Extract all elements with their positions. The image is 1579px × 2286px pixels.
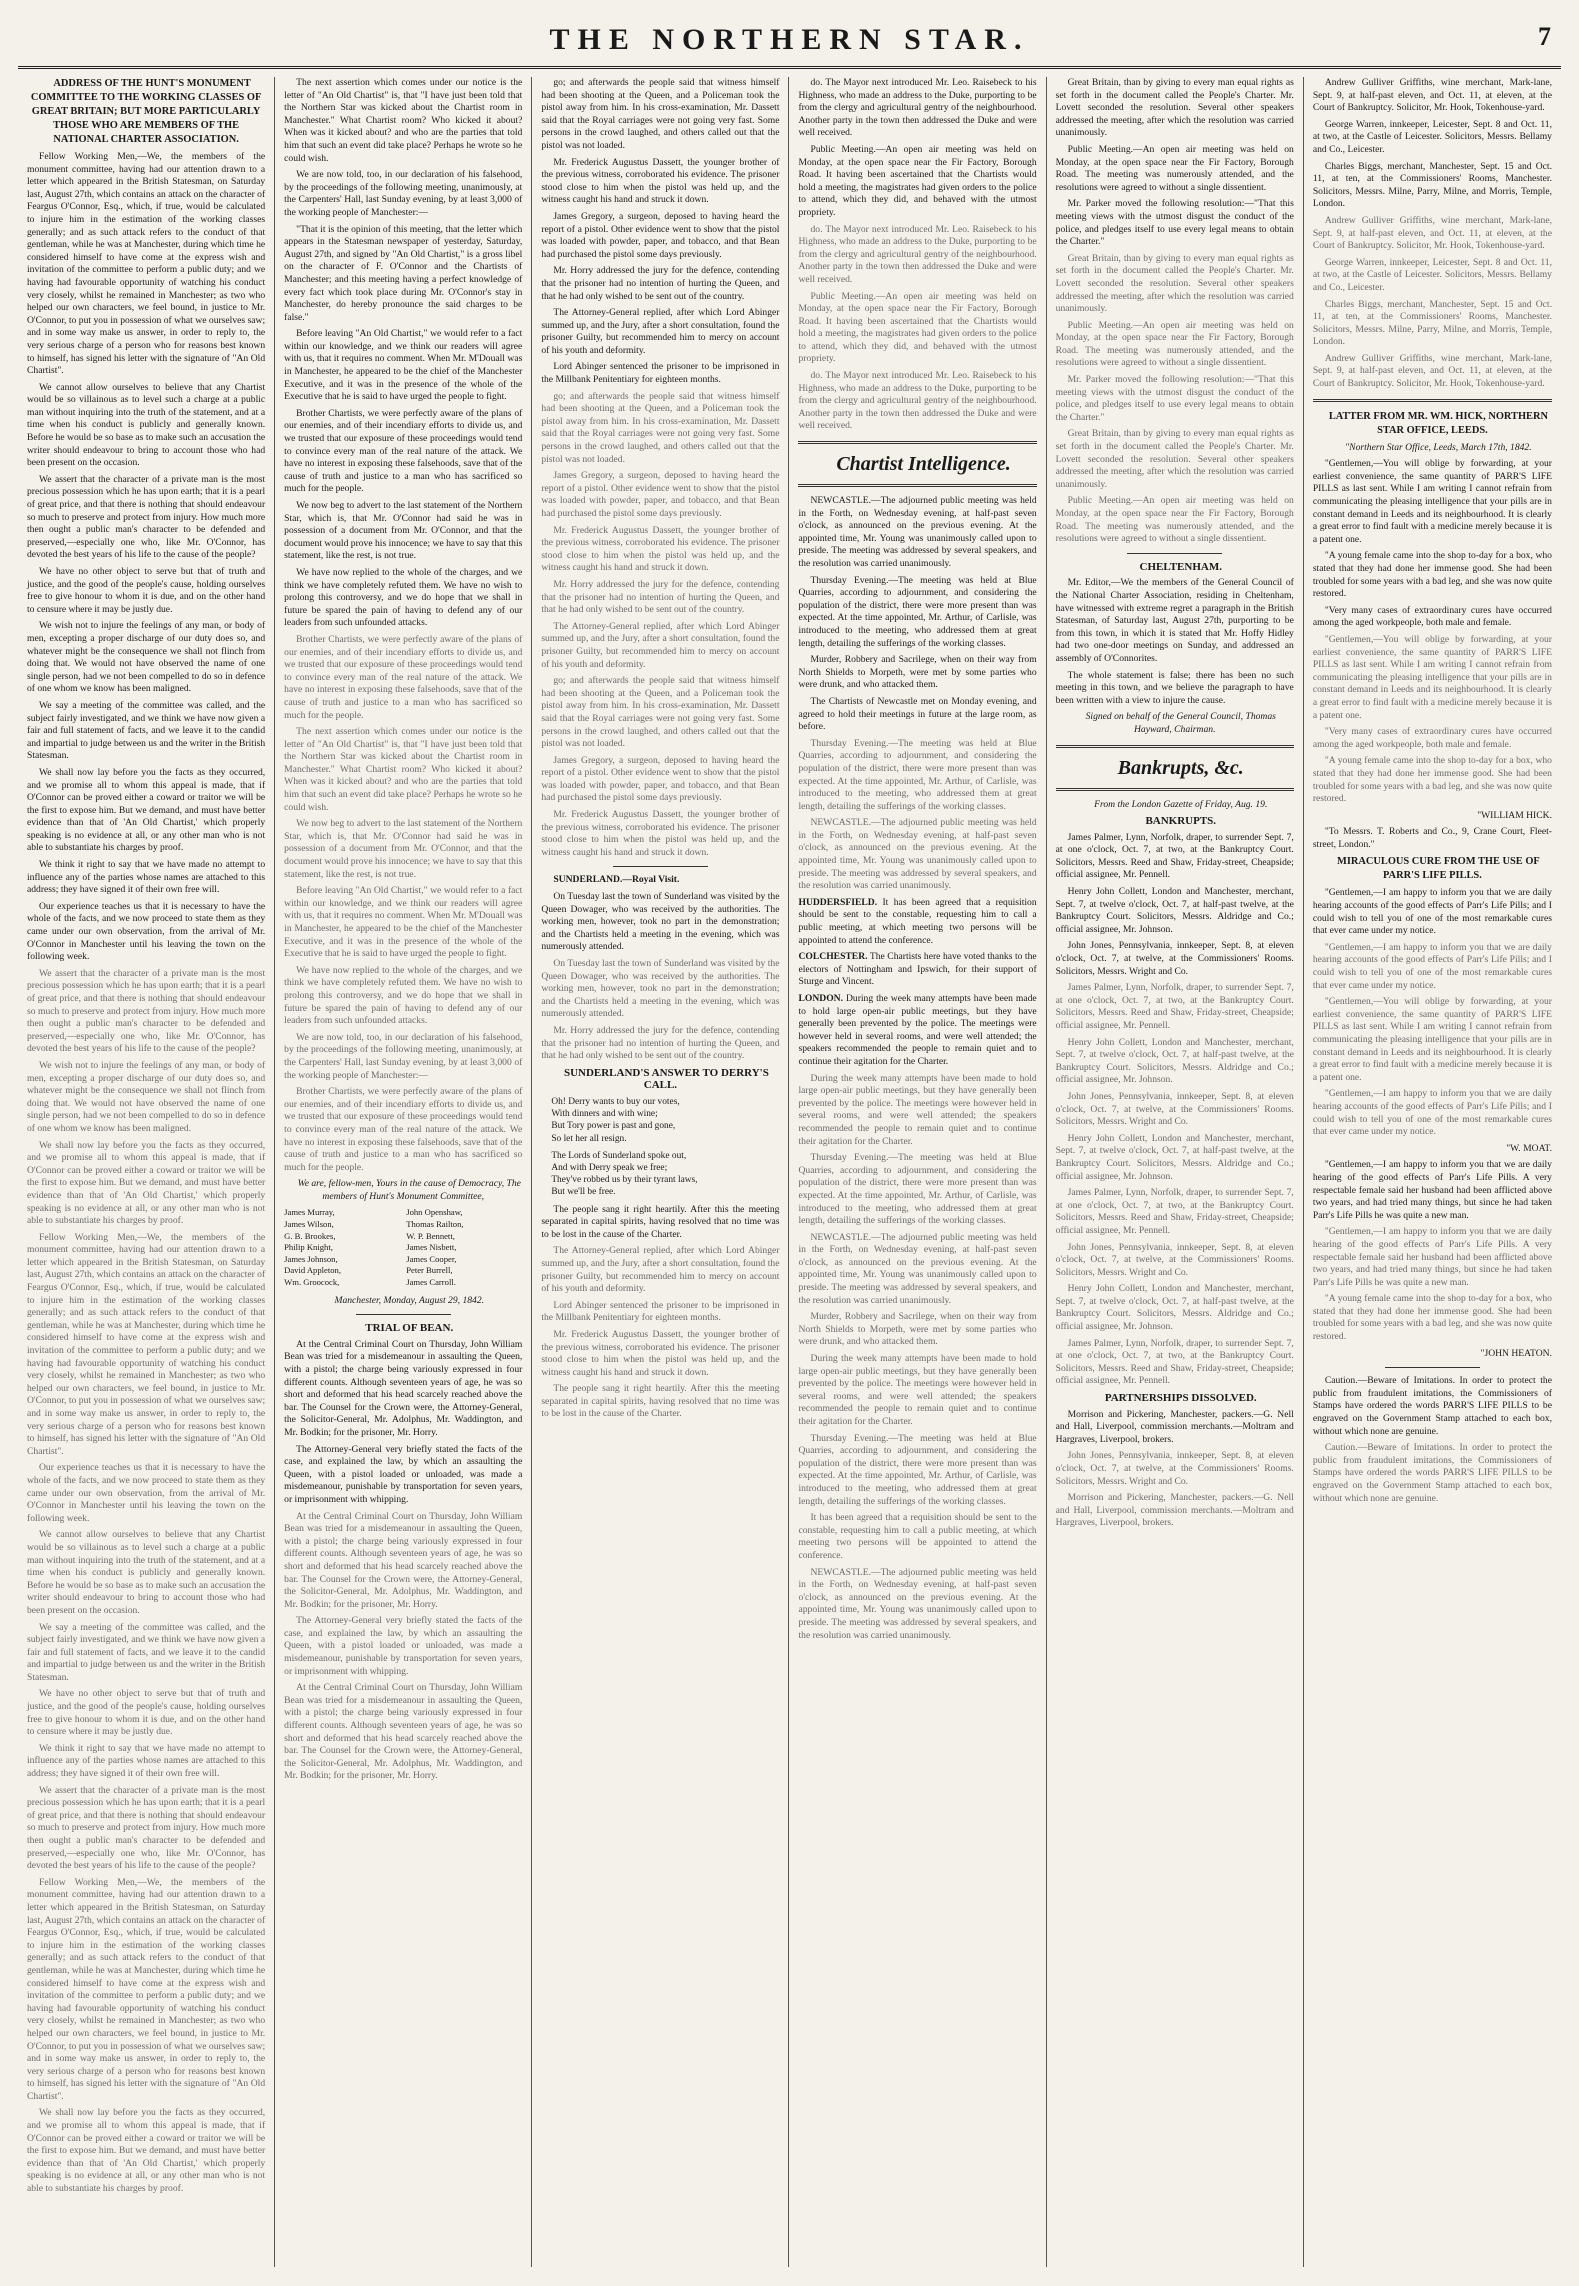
- column-1: [18, 77, 275, 2267]
- paragraph: Thursday Evening.—The meeting was held at Blue Quarries, according to adjournment, and considering the population of the district, there were more present than was expected. At the time appointed, Mr. Arthur, of Carlisle, was introduced to the meeting, who addressed them at great length, detailing the sufferings of the working classes.: [798, 1432, 1037, 1507]
- paragraph-text: It has been agreed that a requisition should be sent to the constable, requesting him to call a public meeting, at which meeting two persons will be appointed to attend the conference.: [798, 896, 1037, 946]
- paragraph: Henry John Collett, London and Manchester, merchant, Sept. 7, at twelve o'clock, Oct. 7, at half-past twelve, at the Bankruptcy Court. Solicitors, Messrs. Aldridge and Co.; official assignee, Mr. Johnson.: [1055, 1283, 1294, 1333]
- continued-text: [541, 958, 779, 1063]
- paragraph: Mr. Parker moved the following resolution:—"That this meeting views with the utmost disgust the conduct of the police, and pledges itself to use every legal means to obtain the Charter.": [1055, 374, 1294, 423]
- paragraph: John Jones, Pennsylvania, innkeeper, Sept. 8, at eleven o'clock, Oct. 7, at twelve, at the Commissioners' Rooms. Solicitors, Messrs. Wright and Co.: [1055, 1450, 1294, 1487]
- sub-heading: BANKRUPTS.: [1145, 815, 1217, 828]
- paragraph: We think it right to say that we have made no attempt to influence any of the parties whose names are attached to this address; they have signed it of their own free will.: [27, 1742, 266, 1780]
- newspaper-title: THE NORTHERN STAR.: [549, 23, 1030, 56]
- paragraph: Before leaving "An Old Chartist," we would refer to a fact within our knowledge, and we think our readers will agree with us, that it requires no comment. When Mr. M'Douall was in Manchester, he appeared to be the chief of the Manchester Executive, and it was in the presence of the whole of the Executive that he is said to have urged the people to fight.: [284, 885, 523, 960]
- poem-line: And with Derry speak we free;: [551, 1162, 668, 1173]
- paragraph: Mr. Frederick Augustus Dassett, the younger brother of the previous witness, corroborated his evidence. The prisoner stood close to him when the pistol was held up, and the witness caught his hand and struck it down.: [541, 156, 780, 206]
- paragraph: On Tuesday last the town of Sunderland was visited by the Queen Dowager, who was received by the authorities. The working men, however, took no part in the demonstration; and the Chartists held a meeting in the evening, which was numerously attended.: [541, 891, 780, 953]
- paragraph: Fellow Working Men,—We, the members of the monument committee, having had our attention drawn to a letter which appeared in the British Statesman, on Saturday last, August 27th, which contains an attack on the character of Feargus O'Connor, Esq., which, if true, would be calculated to injure him in the estimation of the working classes generally; and as such attack refers to the conduct of that gentleman, while he was at Manchester, during which time he considered himself to have come at the express wish and invitation of the committee to perform a public duty; and we having had favourable opportunity of watching his conduct very closely, whilst he remained in Manchester; as two who helped our own characters, we feel bound, in justice to Mr. O'Connor, to put you in possession of what we ourselves saw; and in some way make us answer, in order to reply to, the very serious charge of a person who for reasons best known to himself, has signed his letter with the signature of "An Old Chartist".: [27, 1231, 266, 1457]
- paragraph: The Chartists of Newcastle met on Monday evening, and agreed to hold their meetings in future at the large room, as before.: [798, 695, 1037, 733]
- paragraph: We now beg to advert to the last statement of the Northern Star, which is, that Mr. O'Connor had said he was in possession of a document from Mr. O'Connor, and that the document would prove his innocence; we have to say that this statement, like the rest, is not true.: [284, 500, 523, 562]
- resolution-quote: "That it is the opinion of this meeting, that the letter which appears in the Statesman newspaper of yesterday, Saturday, August 27th, and signed by "An Old Chartist," is a gross libel on the character of F. O'Connor and the Chartists of Manchester; and this meeting having a perfect knowledge of every fact which took place during Mr. O'Connor's stay in Manchester, do hereby pronounce the said charges to be false.": [284, 223, 523, 323]
- paragraph: Mr. Horry addressed the jury for the defence, contending that the prisoner had no intention of hurting the Queen, and that he had only wished to be sent out of the country.: [541, 265, 780, 302]
- continued-text: [1313, 634, 1552, 806]
- paragraph: Public Meeting.—An open air meeting was held on Monday, at the open space near the Fir Factory, Borough Road. The meeting was numerously attended, and the resolutions were agreed to without a single dissentient.: [1055, 143, 1294, 193]
- signoff: We are, fellow-men, Yours in the cause of Democracy, The members of Hunt's Monument Committee,: [297, 1178, 521, 1202]
- continued-text: [1313, 1226, 1552, 1343]
- signer: Wm. Groocock,: [284, 1277, 340, 1288]
- paragraph: Fellow Working Men,—We, the members of the monument committee, having had our attention drawn to a letter which appeared in the British Statesman, on Saturday last, August 27th, which contains an attack on the character of Feargus O'Connor, Esq., which, if true, would be calculated to injure him in the estimation of the working classes generally; and as such attack refers to the conduct of that gentleman, while he was at Manchester, during which time he considered himself to have come at the express wish and invitation of the committee to perform a public duty; and we having had favourable opportunity of watching his conduct very closely, whilst he remained in Manchester; as two who helped our own characters, we feel bound, in justice to Mr. O'Connor, to put you in possession of what we ourselves saw; and in some way make us answer, in order to reply to, the very serious charge of a person who for reasons best known to himself, has signed his letter with the signature of "An Old Chartist".: [27, 151, 266, 377]
- paragraph: We have now replied to the whole of the charges, and we think we have completely refuted them. We have no wish to prolong this controversy, and we do hope that we shall in future be spared the pain of having to defend any of our leaders from such unfounded attacks.: [284, 566, 523, 629]
- paragraph: The Attorney-General replied, after which Lord Abinger summed up, and the Jury, after a short consultation, found the prisoner Guilty, but recommended him to mercy on account of his youth and deformity.: [541, 307, 780, 356]
- paragraph: NEWCASTLE.—The adjourned public meeting was held in the Forth, on Wednesday evening, at half-past seven o'clock, as announced on the previous evening. At the appointed time, Mr. Young was unanimously called upon to preside. The meeting was addressed by several speakers, and the resolution was carried unanimously.: [798, 1566, 1037, 1641]
- paragraph: "Gentlemen,—You will oblige by forwarding, at your earliest convenience, the same quantity of PARR'S LIFE PILLS as last sent. While I am writing I cannot refrain from communicating the pleasing intelligence that your pills are in constant demand in Leeds and its neighbourhood. It is clearly a great error to find fault with a medicine merely because it is a patent one.: [1312, 633, 1552, 721]
- continued-text: [284, 634, 522, 1174]
- town-heading: COLCHESTER.: [798, 951, 868, 963]
- paragraph: [798, 951, 1036, 989]
- paragraph: Fellow Working Men,—We, the members of the monument committee, having had our attention drawn to a letter which appeared in the British Statesman, on Saturday last, August 27th, which contains an attack on the character of Feargus O'Connor, Esq., which, if true, would be calculated to injure him in the estimation of the working classes generally; and as such attack refers to the conduct of that gentleman, while he was at Manchester, during which time he considered himself to have come at the express wish and invitation of the committee to perform a public duty; and we having had favourable opportunity of watching his conduct very closely, whilst he remained in Manchester; as two who helped our own characters, we feel bound, in justice to Mr. O'Connor, to put you in possession of what we ourselves saw; and in some way make us answer, in order to reply to, the very serious charge of a person who for reasons best known to himself, has signed his letter with the signature of "An Old Chartist".: [27, 1876, 266, 2102]
- section-heading: LATTER FROM MR. WM. HICK, NORTHERN STAR OFFICE, LEEDS.: [1328, 410, 1548, 436]
- paragraph: "Gentlemen,—I am happy to inform you that we are daily hearing accounts of the good effects of Parr's Life Pills; and I could wish to tell you of one of the most remarkable cures that ever came under my notice.: [1312, 887, 1552, 937]
- divider: [1385, 1367, 1481, 1368]
- paragraph: We assert that the character of a private man is the most precious possession which he has upon earth; that it is a pearl of great price, and that there is nothing that should endeavour so much to preserve and protect from injury. How much more then ought a public man's character to be defended and preserved,—especially one who, like Mr. O'Connor, has devoted the best years of his life to the cause of the people?: [27, 1784, 266, 1872]
- paragraph: "Gentlemen,—I am happy to inform you that we are daily hearing accounts of the good effects of Parr's Life Pills; and I could wish to tell you of one of the most remarkable cures that ever came under my notice.: [1312, 941, 1552, 991]
- paragraph: [798, 897, 1036, 947]
- continued-text: [798, 1073, 1036, 1643]
- signer: James Carroll.: [406, 1277, 456, 1288]
- paragraph: Mr. Parker moved the following resolution:—"That this meeting views with the utmost disgust the conduct of the police, and pledges itself to use every legal means to obtain the Charter.": [1055, 198, 1294, 248]
- paragraph: Mr. Frederick Augustus Dassett, the younger brother of the previous witness, corroborated his evidence. The prisoner stood close to him when the pistol was held up, and the witness caught his hand and struck it down.: [541, 524, 780, 574]
- paragraph: The Attorney-General very briefly stated the facts of the case, and explained the law, by which an assaulting the Queen, with a pistol loaded or unloaded, was made a misdemeanour, punishable by transportation for seven years, or imprisonment with whipping.: [284, 1615, 523, 1677]
- continued-text: [541, 391, 779, 860]
- masthead: [18, 14, 1561, 69]
- paragraph: "Very many cases of extraordinary cures have occurred among the aged workpeople, both male and female.: [1312, 726, 1552, 750]
- poem-line: The Lords of Sunderland spoke out,: [551, 1150, 687, 1161]
- paragraph: We shall now lay before you the facts as they occurred, and we promise all to whom this appeal is made, that if O'Connor can be proved either a coward or traitor we will be the first to expose him. But we demand, and must have better evidence than that of 'An Old Chartist,' which properly speaking is no evidence at all, or any other man who is not able to substantiate his charges by proof.: [27, 2107, 266, 2195]
- paragraph: Morrison and Pickering, Manchester, packers.—G. Nell and Hall, Liverpool, commission merchants.—Moltram and Hargraves, Liverpool, brokers.: [1055, 1492, 1294, 1529]
- paragraph: "A young female came into the shop to-day for a box, who stated that they had done her immense good. She had been troubled for some years with a bad leg, and she was now quite restored.: [1312, 755, 1552, 805]
- paragraph: Brother Chartists, we were perfectly aware of the plans of our enemies, and of their incendiary efforts to divide us, and we trusted that our exposure of these proceedings would tend to convince every man of the real nature of the attack. We have no interest in exposing these falsehoods, save that of the cause of truth and justice to a man who has sacrificed so much for the people.: [284, 1086, 523, 1173]
- paragraph: do. The Mayor next introduced Mr. Leo. Raisebeck to his Highness, who made an address to the Duke, purporting to be from the clergy and agricultural gentry of the neighbourhood. Another party in the town then addressed the Duke and were well received.: [798, 223, 1037, 285]
- paragraph: "Gentlemen,—You will oblige by forwarding, at your earliest convenience, the same quantity of PARR'S LIFE PILLS as last sent. While I am writing I cannot refrain from communicating the pleasing intelligence that your pills are in constant demand in Leeds and its neighbourhood. It is clearly a great error to find fault with a medicine merely because it is a patent one.: [1312, 996, 1552, 1083]
- signer: James Wilson,: [284, 1219, 334, 1230]
- paragraph: Lord Abinger sentenced the prisoner to be imprisoned in the Millbank Penitentiary for eighteen months.: [541, 1299, 780, 1324]
- signer: James Murray,: [284, 1207, 335, 1218]
- paragraph: The Attorney-General replied, after which Lord Abinger summed up, and the Jury, after a short consultation, found the prisoner Guilty, but recommended him to mercy on account of his youth and deformity.: [541, 620, 780, 670]
- signer: James Johnson,: [284, 1253, 338, 1264]
- caution-notice: Caution.—Beware of Imitations. In order to protect the public from fraudulent imitations, the Commissioners of Stamps have ordered the words PARR'S LIFE PILLS to be engraved on the Government Stamp attached to each box, without which none are genuine.: [1312, 1375, 1552, 1437]
- paragraph: The Attorney-General very briefly stated the facts of the case, and explained the law, by which an assaulting the Queen, with a pistol loaded or unloaded, was made a misdemeanour, punishable by transportation for seven years, or imprisonment with whipping.: [284, 1443, 523, 1505]
- paragraph: "A young female came into the shop to-day for a box, who stated that they had done her immense good. She had been troubled for some years with a bad leg, and she was now quite restored.: [1312, 1293, 1552, 1343]
- poem: [551, 1096, 769, 1199]
- paragraph: James Gregory, a surgeon, deposed to having heard the report of a pistol. Other evidence went to show that the pistol was loaded with powder, paper, and tobacco, and that Bean had purchased the pistol some days previously.: [541, 470, 780, 519]
- column-2: [275, 77, 532, 2267]
- paragraph: During the week many attempts have been made to hold large open-air public meetings, but they have generally been prevented by the police. The meetings were however held in several rooms, and were well attended; the speakers recommended the people to remain quiet and to continue their agitation for the Charter.: [798, 1353, 1037, 1427]
- continued-text: [1313, 1442, 1552, 1505]
- paragraph: We shall now lay before you the facts as they occurred, and we promise all to whom this appeal is made, that if O'Connor can be proved either a coward or traitor we will be the first to expose him. But we demand, and must have better evidence than that of 'An Old Chartist,' which properly speaking is no evidence at all, or any other man who is not able to substantiate his charges by proof.: [27, 1139, 266, 1227]
- signer: John Openshaw,: [406, 1207, 463, 1218]
- paragraph: We shall now lay before you the facts as they occurred, and we promise all to whom this appeal is made, that if O'Connor can be proved either a coward or traitor we will be the first to expose him. But we demand, and must have better evidence than that of 'An Old Chartist,' which properly speaking is no evidence at all, or any other man who is not able to substantiate his charges by proof.: [27, 766, 266, 854]
- paragraph: NEWCASTLE.—The adjourned public meeting was held in the Forth, on Wednesday evening, at half-past seven o'clock, as announced on the previous evening. At the appointed time, Mr. Young was unanimously called upon to preside. The meeting was addressed by several speakers, and the resolution was carried unanimously.: [798, 1231, 1037, 1306]
- paragraph: Henry John Collett, London and Manchester, merchant, Sept. 7, at twelve o'clock, Oct. 7, at half-past twelve, at the Bankruptcy Court. Solicitors, Messrs. Aldridge and Co.; official assignee, Mr. Johnson.: [1055, 1036, 1294, 1086]
- paragraph: Murder, Robbery and Sacrilege, when on their way from North Shields to Morpeth, were met by some parties who were drunk, and who attacked them.: [798, 1311, 1037, 1348]
- paragraph: Thursday Evening.—The meeting was held at Blue Quarries, according to adjournment, and considering the population of the district, there were more present than was expected. At the time appointed, Mr. Arthur, of Carlisle, was introduced to the meeting, who addressed them at great length, detailing the sufferings of the working classes.: [798, 574, 1037, 649]
- paragraph: We have no other object to serve but that of truth and justice, and the good of the people's cause, holding ourselves free to give honour to whom it is due, and on the other hand to censure where it may be justly due.: [27, 1688, 266, 1738]
- paragraph: At the Central Criminal Court on Thursday, John William Bean was tried for a misdemeanour in assaulting the Queen, with a pistol; the charge being variously expressed in four different counts. Although seventeen years of age, he was so short and deformed that his head scarcely reached above the bar. The Counsel for the Crown were, the Attorney-General, the Solicitor-General, Mr. Adolphus, Mr. Waddington, and Mr. Bodkin; for the prisoner, Mr. Horry.: [284, 1510, 523, 1610]
- paragraph: SUNDERLAND.—Royal Visit.: [553, 874, 680, 886]
- continued-text: [541, 1245, 779, 1421]
- paragraph: do. The Mayor next introduced Mr. Leo. Raisebeck to his Highness, who made an address to the Duke, purporting to be from the clergy and agricultural gentry of the neighbourhood. Another party in the town then addressed the Duke and were well received.: [798, 77, 1037, 139]
- paragraph: The people sang it right heartily. After this the meeting separated in capital spirits, having resolved that no time was to be lost in the cause of the Charter.: [541, 1383, 780, 1420]
- signer: Peter Burrell,: [406, 1265, 453, 1276]
- paragraph: Mr. Editor,—We the members of the General Council of the National Charter Association, residing in Cheltenham, have witnessed with extreme regret a paragraph in the British Statesman, of Saturday last, August 27th, purporting to be from this town, in which it is stated that Mr. Hoffy Hidley had two one-door meetings on Sunday, and addressed an assembly of O'Connorites.: [1055, 577, 1294, 664]
- section-heading: TRIAL OF BEAN.: [365, 1322, 454, 1335]
- paragraph: We say a meeting of the committee was called, and the subject fairly investigated, and we think we have now given a fair and full statement of facts, and we leave it to the candid and impartial to judge between us and the writer in the British Statesman.: [27, 699, 266, 762]
- continued-text: [1313, 215, 1552, 391]
- continued-text: [1056, 1450, 1294, 1530]
- paragraph: "Gentlemen,—I am happy to inform you that we are daily hearing of the good effects of Parr's Life Pills. A very respectable female said her husband had been afflicted above two years, and had tried many things, but since he had taken Parr's Life Pills he was quite a new man.: [1312, 1226, 1552, 1288]
- column-5: [1047, 77, 1304, 2267]
- paragraph: Public Meeting.—An open air meeting was held on Monday, at the open space near the Fir Factory, Borough Road. The meeting was numerously attended, and the resolutions were agreed to without a single dissentient.: [1055, 495, 1294, 545]
- paragraph: James Gregory, a surgeon, deposed to having heard the report of a pistol. Other evidence went to show that the pistol was loaded with powder, paper, and tobacco, and that Bean had purchased the pistol some days previously.: [541, 210, 780, 260]
- paragraph: Mr. Frederick Augustus Dassett, the younger brother of the previous witness, corroborated his evidence. The prisoner stood close to him when the pistol was held up, and the witness caught his hand and struck it down.: [541, 809, 780, 858]
- paragraph: [798, 993, 1036, 1069]
- signers-list: [284, 1207, 522, 1288]
- poem-line: So let her all resign.: [551, 1133, 627, 1144]
- paragraph: "Very many cases of extraordinary cures have occurred among the aged workpeople, both male and female.: [1312, 604, 1552, 629]
- address-line: "To Messrs. T. Roberts and Co., 9, Crane Court, Fleet-street, London.": [1312, 826, 1552, 850]
- paragraph: The Attorney-General replied, after which Lord Abinger summed up, and the Jury, after a short consultation, found the prisoner Guilty, but recommended him to mercy on account of his youth and deformity.: [541, 1245, 780, 1295]
- paragraph: Brother Chartists, we were perfectly aware of the plans of our enemies, and of their incendiary efforts to divide us, and we trusted that our exposure of these proceedings would tend to convince every man of the real nature of the attack. We have no interest in exposing these falsehoods, save that of the cause of truth and justice to a man who has sacrificed so much for the people.: [284, 407, 523, 495]
- paragraph: go; and afterwards the people said that witness himself had been shooting at the Queen, and a Policeman took the pistol away from him. In his cross-examination, Mr. Dassett said that the Royal carriages were not going very fast. Some persons in the crowd laughed, and others called out that the pistol was not loaded.: [541, 77, 780, 151]
- paragraph: We are now told, too, in our declaration of his falsehood, by the proceedings of the following meeting, unanimously, at the Carpenters' Hall, last Sunday evening, by at least 3,000 of the working people of Manchester:—: [284, 169, 523, 218]
- continued-text: [1056, 982, 1294, 1388]
- poem-line: They've robbed us by their tyrant laws,: [551, 1175, 698, 1186]
- paragraph: We have no other object to serve but that of truth and justice, and the good of the people's cause, holding ourselves free to give honour to whom it is due, and on the other hand to censure where it may be justly due.: [27, 566, 266, 615]
- divider: [356, 1314, 451, 1315]
- column-4: [789, 77, 1046, 2267]
- paragraph: James Palmer, Lynn, Norfolk, draper, to surrender Sept. 7, at one o'clock, Oct. 7, at two, at the Bankruptcy Court. Solicitors, Messrs. Reed and Shaw, Friday-street, Cheapside; official assignee, Mr. Pennell.: [1055, 1187, 1294, 1236]
- paragraph: Mr. Horry addressed the jury for the defence, contending that the prisoner had no intention of hurting the Queen, and that he had only wished to be sent out of the country.: [541, 1024, 780, 1062]
- paragraph: Lord Abinger sentenced the prisoner to be imprisoned in the Millbank Penitentiary for eighteen months.: [541, 361, 780, 386]
- paragraph: John Jones, Pennsylvania, innkeeper, Sept. 8, at eleven o'clock, Oct. 7, at twelve, at the Commissioners' Rooms. Solicitors, Messrs. Wright and Co.: [1055, 1090, 1294, 1128]
- dateline: Manchester, Monday, August 29, 1842.: [334, 1294, 485, 1306]
- paragraph: James Palmer, Lynn, Norfolk, draper, to surrender Sept. 7, at one o'clock, Oct. 7, at two, at the Bankruptcy Court. Solicitors, Messrs. Reed and Shaw, Friday-street, Cheapside; official assignee, Mr. Pennell.: [1055, 1337, 1294, 1387]
- paragraph: We assert that the character of a private man is the most precious possession which he has upon earth; that it is a pearl of great price, and that there is nothing that should endeavour so much to preserve and protect from injury. How much more then ought a public man's character to be defended and preserved,—especially one who, like Mr. O'Connor, has devoted the best years of his life to the cause of the people?: [27, 967, 266, 1055]
- paragraph: Public Meeting.—An open air meeting was held on Monday, at the open space near the Fir Factory, Borough Road. The meeting was numerously attended, and the resolutions were agreed to without a single dissentient.: [1055, 319, 1294, 369]
- paragraph: Great Britain, than by giving to every man equal rights as set forth in the document called the People's Charter. Mr. Lovett seconded the resolution. Several other speakers addressed the meeting, after which the resolution was carried unanimously.: [1055, 252, 1294, 315]
- source-line: From the London Gazette of Friday, Aug. 19.: [1094, 798, 1268, 810]
- paragraph: At the Central Criminal Court on Thursday, John William Bean was tried for a misdemeanour in assaulting the Queen, with a pistol; the charge being variously expressed in four different counts. Although seventeen years of age, he was so short and deformed that his head scarcely reached above the bar. The Counsel for the Crown were, the Attorney-General, the Solicitor-General, Mr. Adolphus, Mr. Waddington, and Mr. Bodkin; for the prisoner, Mr. Horry.: [284, 1682, 523, 1782]
- paragraph: Charles Biggs, merchant, Manchester, Sept. 15 and Oct. 11, at ten, at the Commissioners' Rooms, Manchester. Solicitors, Messrs. Milne, Parry, Milne, and Morris, Temple, London.: [1312, 160, 1552, 210]
- poem-title: SUNDERLAND'S ANSWER TO DERRY'S CALL.: [563, 1066, 769, 1092]
- paragraph-text: During the week many attempts have been made to hold large open-air public meetings, but they have generally been prevented by the police. The meetings were however held in several rooms, and were well attended; the speakers recommended the people to remain quiet and to continue their agitation for the Charter.: [798, 993, 1037, 1067]
- paragraph: Mr. Horry addressed the jury for the defence, contending that the prisoner had no intention of hurting the Queen, and that he had only wished to be sent out of the country.: [541, 578, 780, 616]
- dateline: "Northern Star Office, Leeds, March 17th, 1842.: [1345, 441, 1532, 453]
- paragraph: Public Meeting.—An open air meeting was held on Monday, at the open space near the Fir Factory, Borough Road. It having been ascertained that the Chartists would hold a meeting, the magistrates had given orders to the police to attend, which they did, and behaved with the utmost propriety.: [798, 143, 1037, 218]
- divider: [798, 484, 1036, 487]
- paragraph: We think it right to say that we have made no attempt to influence any of the parties whose names are attached to this address; they have signed it of their own free will.: [27, 859, 266, 896]
- paragraph: We wish not to injure the feelings of any man, or body of men, excepting a proper discharge of our duty does so, and whatever might be the consequence we shall not flinch from doing that. We would not have observed the name of one single person, had we not been compelled to do so in defence of one whom we know has been maligned.: [27, 1059, 266, 1134]
- address-title: ADDRESS OF THE HUNT'S MONUMENT COMMITTEE TO THE WORKING CLASSES OF GREAT BRITAIN; BUT MORE PARTICULARLY THOSE WHO ARE MEMBERS OF THE NATIONAL CHARTER ASSOCIATION.: [30, 78, 262, 145]
- paragraph: George Warren, innkeeper, Leicester, Sept. 8 and Oct. 11, at two, at the Castle of Leicester. Solicitors, Messrs. Bellamy and Co., Leicester.: [1312, 256, 1552, 293]
- paragraph: "Gentlemen,—I am happy to inform you that we are daily hearing accounts of the good effects of Parr's Life Pills; and I could wish to tell you of one of the most remarkable cures that ever came under my notice.: [1312, 1088, 1552, 1138]
- paragraph-text: The Chartists here have voted thanks to the electors of Nottingham and Ipswich, for their support of Sturge and Vincent.: [798, 951, 1037, 988]
- signature: "WILLIAM HICK.: [1477, 809, 1552, 821]
- sub-heading: PARTNERSHIPS DISSOLVED.: [1104, 1392, 1257, 1405]
- divider: [1127, 553, 1222, 554]
- continued-text: [798, 224, 1036, 434]
- paragraph: Murder, Robbery and Sacrilege, when on their way from North Shields to Morpeth, were met by some parties who were drunk, and who attacked them.: [798, 654, 1037, 691]
- column-3: [532, 77, 789, 2267]
- paragraph: We cannot allow ourselves to believe that any Chartist would be so villainous as to level such a charge at a public man without inquiring into the truth of the statement, and at a time when his conduct is publicly and generally known. Before he would be so base as to make such an accusation the writer should endeavour to bring to account those who had been present on the occasion.: [27, 381, 266, 469]
- paragraph: James Palmer, Lynn, Norfolk, draper, to surrender Sept. 7, at one o'clock, Oct. 7, at two, at the Bankruptcy Court. Solicitors, Messrs. Reed and Shaw, Friday-street, Cheapside; official assignee, Mr. Pennell.: [1055, 831, 1294, 881]
- paragraph: We cannot allow ourselves to believe that any Chartist would be so villainous as to level such a charge at a public man without inquiring into the truth of the statement, and at a time when his conduct is publicly and generally known. Before he would be so base as to make such an accusation the writer should endeavour to bring to account those who had been present on the occasion.: [27, 1529, 266, 1616]
- paragraph: Thursday Evening.—The meeting was held at Blue Quarries, according to adjournment, and considering the population of the district, there were more present than was expected. At the time appointed, Mr. Arthur, of Carlisle, was introduced to the meeting, who addressed them at great length, detailing the sufferings of the working classes.: [798, 1152, 1037, 1227]
- paragraph: NEWCASTLE.—The adjourned public meeting was held in the Forth, on Wednesday evening, at half-past seven o'clock, as announced on the previous evening. At the appointed time, Mr. Young was unanimously called upon to preside. The meeting was addressed by several speakers, and the resolution was carried unanimously.: [798, 495, 1037, 569]
- paragraph: During the week many attempts have been made to hold large open-air public meetings, but they have generally been prevented by the police. The meetings were however held in several rooms, and were well attended; the speakers recommended the people to remain quiet and to continue their agitation for the Charter.: [798, 1072, 1037, 1147]
- divider: [798, 441, 1036, 444]
- paragraph: Before leaving "An Old Chartist," we would refer to a fact within our knowledge, and we think our readers will agree with us, that it requires no comment. When Mr. M'Douall was in Manchester, he appeared to be the chief of the Manchester Executive, and it was in the presence of the whole of the Executive that he is said to have urged the people to fight.: [284, 328, 523, 403]
- signer: James Nisbett,: [406, 1242, 457, 1253]
- paragraph: Henry John Collett, London and Manchester, merchant, Sept. 7, at twelve o'clock, Oct. 7, at half-past twelve, at the Bankruptcy Court. Solicitors, Messrs. Aldridge and Co.; official assignee, Mr. Johnson.: [1055, 1132, 1294, 1182]
- paragraph: do. The Mayor next introduced Mr. Leo. Raisebeck to his Highness, who made an address to the Duke, purporting to be from the clergy and agricultural gentry of the neighbourhood. Another party in the town then addressed the Duke and were well received.: [798, 370, 1037, 432]
- paragraph: Mr. Frederick Augustus Dassett, the younger brother of the previous witness, corroborated his evidence. The prisoner stood close to him when the pistol was held up, and the witness caught his hand and struck it down.: [541, 1328, 780, 1378]
- divider: [1056, 745, 1294, 748]
- paragraph: James Palmer, Lynn, Norfolk, draper, to surrender Sept. 7, at one o'clock, Oct. 7, at two, at the Bankruptcy Court. Solicitors, Messrs. Reed and Shaw, Friday-street, Cheapside; official assignee, Mr. Pennell.: [1055, 982, 1294, 1031]
- signature: "W. MOAT.: [1506, 1142, 1552, 1154]
- paragraph: Andrew Gulliver Griffiths, wine merchant, Mark-lane, Sept. 9, at half-past eleven, and Oct. 11, at eleven, at the Court of Bankruptcy. Solicitor, Mr. Hook, Tokenhouse-yard.: [1312, 352, 1552, 390]
- section-heading: CHELTENHAM.: [1139, 560, 1222, 573]
- continued-text: [1056, 253, 1294, 546]
- poem-line: But we'll be free.: [551, 1187, 616, 1198]
- divider: [1056, 788, 1294, 791]
- paragraph: Our experience teaches us that it is necessary to have the whole of the facts, and we now proceed to state them as they came under our own observation, from the arrival of Mr. O'Connor in Manchester until his leaving the town on the following week.: [27, 900, 266, 963]
- paragraph: At the Central Criminal Court on Thursday, John William Bean was tried for a misdemeanour in assaulting the Queen, with a pistol; the charge being variously expressed in four different counts. Although seventeen years of age, he was so short and deformed that his head scarcely reached above the bar. The Counsel for the Crown were, the Attorney-General, the Solicitor-General, Mr. Adolphus, Mr. Waddington, and Mr. Bodkin; for the prisoner, Mr. Horry.: [284, 1338, 523, 1438]
- paragraph: It has been agreed that a requisition should be sent to the constable, requesting him to call a public meeting, at which meeting two persons will be appointed to attend the conference.: [798, 1512, 1037, 1561]
- paragraph: Public Meeting.—An open air meeting was held on Monday, at the open space near the Fir Factory, Borough Road. It having been ascertained that the Chartists would hold a meeting, the magistrates had given orders to the police to attend, which they did, and behaved with the utmost propriety.: [798, 290, 1037, 365]
- signer: Philip Knight,: [284, 1242, 333, 1253]
- paragraph: "A young female came into the shop to-day for a box, who stated that they had done her immense good. She had been troubled for some years with a bad leg, and she was now quite restored.: [1312, 550, 1552, 600]
- paragraph: James Gregory, a surgeon, deposed to having heard the report of a pistol. Other evidence went to show that the pistol was loaded with powder, paper, and tobacco, and that Bean had purchased the pistol some days previously.: [541, 754, 780, 804]
- signature: Signed on behalf of the General Council, Thomas Hayward, Chairman.: [1085, 711, 1276, 735]
- page-number: 7: [1538, 22, 1551, 51]
- paragraph: The people sang it right heartily. After this the meeting separated in capital spirits, having resolved that no time was to be lost in the cause of the Charter.: [541, 1203, 780, 1240]
- paragraph: Henry John Collett, London and Manchester, merchant, Sept. 7, at twelve o'clock, Oct. 7, at half-past twelve, at the Bankruptcy Court. Solicitors, Messrs. Aldridge and Co.; official assignee, Mr. Johnson.: [1055, 886, 1294, 935]
- paragraph: We are now told, too, in our declaration of his falsehood, by the proceedings of the following meeting, unanimously, at the Carpenters' Hall, last Sunday evening, by at least 3,000 of the working people of Manchester:—: [284, 1031, 523, 1081]
- paragraph: We have now replied to the whole of the charges, and we think we have completely refuted them. We have no wish to prolong this controversy, and we do hope that we shall in future be spared the pain of having to defend any of our leaders from such unfounded attacks.: [284, 964, 523, 1027]
- poem-line: With dinners and with wine;: [551, 1109, 658, 1120]
- signer: James Cooper,: [406, 1253, 457, 1264]
- column-6: [1304, 77, 1561, 2267]
- paragraph: John Jones, Pennsylvania, innkeeper, Sept. 8, at eleven o'clock, Oct. 7, at twelve, at the Commissioners' Rooms. Solicitors, Messrs. Wright and Co.: [1055, 1241, 1294, 1278]
- paragraph: Thursday Evening.—The meeting was held at Blue Quarries, according to adjournment, and considering the population of the district, there were more present than was expected. At the time appointed, Mr. Arthur, of Carlisle, was introduced to the meeting, who addressed them at great length, detailing the sufferings of the working classes.: [798, 737, 1037, 812]
- paragraph: Brother Chartists, we were perfectly aware of the plans of our enemies, and of their incendiary efforts to divide us, and we trusted that our exposure of these proceedings would tend to convince every man of the real nature of the attack. We have no interest in exposing these falsehoods, save that of the cause of truth and justice to a man who has sacrificed so much for the people.: [284, 633, 523, 721]
- signer: David Appleton,: [284, 1265, 341, 1276]
- section-heading: Bankrupts, &c.: [1117, 756, 1244, 779]
- paragraph: Andrew Gulliver Griffiths, wine merchant, Mark-lane, Sept. 9, at half-past eleven, and Oct. 11, at eleven, at the Court of Bankruptcy. Solicitor, Mr. Hook, Tokenhouse-yard.: [1312, 77, 1552, 114]
- section-heading: Chartist Intelligence.: [836, 453, 1011, 476]
- signer: G. B. Brookes,: [284, 1230, 336, 1241]
- paragraph: John Jones, Pennsylvania, innkeeper, Sept. 8, at eleven o'clock, Oct. 7, at twelve, at the Commissioners' Rooms. Solicitors, Messrs. Wright and Co.: [1055, 940, 1294, 977]
- paragraph: On Tuesday last the town of Sunderland was visited by the Queen Dowager, who was received by the authorities. The working men, however, took no part in the demonstration; and the Chartists held a meeting in the evening, which was numerously attended.: [541, 958, 780, 1020]
- paragraph: Andrew Gulliver Griffiths, wine merchant, Mark-lane, Sept. 9, at half-past eleven, and Oct. 11, at eleven, at the Court of Bankruptcy. Solicitor, Mr. Hook, Tokenhouse-yard.: [1312, 214, 1552, 252]
- divider: [613, 866, 708, 867]
- paragraph: go; and afterwards the people said that witness himself had been shooting at the Queen, and a Policeman took the pistol away from him. In his cross-examination, Mr. Dassett said that the Royal carriages were not going very fast. Some persons in the crowd laughed, and others called out that the pistol was not loaded.: [541, 675, 780, 750]
- paragraph: "Gentlemen,—You will oblige by forwarding, at your earliest convenience, the same quantity of PARR'S LIFE PILLS as last sent. While I am writing I cannot refrain from communicating the pleasing intelligence that your pills are in constant demand in Leeds and its neighbourhood. It is clearly a great error to find fault with a medicine merely because it is a patent one.: [1312, 458, 1552, 545]
- paragraph: Morrison and Pickering, Manchester, packers.—G. Nell and Hall, Liverpool, commission merchants.—Moltram and Hargraves, Liverpool, brokers.: [1055, 1408, 1294, 1445]
- paragraph: Caution.—Beware of Imitations. In order to protect the public from fraudulent imitations, the Commissioners of Stamps have ordered the words PARR'S LIFE PILLS to be engraved on the Government Stamp attached to each box, without which none are genuine.: [1312, 1442, 1552, 1504]
- divider: [1313, 399, 1552, 402]
- paragraph: The next assertion which comes under our notice is the letter of "An Old Chartist" is, that "I have just been told that the Northern Star was kicked about the Chartist room in Manchester." What Chartist room? Who kicked it about? When was it kicked about? and who are the parties that told him that such an event did take place? Perhaps he wrote so he could wish.: [284, 77, 523, 164]
- paragraph: NEWCASTLE.—The adjourned public meeting was held in the Forth, on Wednesday evening, at half-past seven o'clock, as announced on the previous evening. At the appointed time, Mr. Young was unanimously called upon to preside. The meeting was addressed by several speakers, and the resolution was carried unanimously.: [798, 817, 1037, 892]
- paragraph: "Gentlemen,—I am happy to inform you that we are daily hearing of the good effects of Parr's Life Pills. A very respectable female said her husband had been afflicted above two years, and had tried many things, but since he had taken Parr's Life Pills he was quite a new man.: [1312, 1159, 1552, 1221]
- columns: [18, 77, 1561, 2267]
- poem-line: But Tory power is past and gone,: [551, 1121, 676, 1132]
- continued-text: [798, 738, 1036, 893]
- town-heading: LONDON.: [798, 993, 843, 1004]
- continued-text: [284, 1511, 522, 1783]
- paragraph: Our experience teaches us that it is necessary to have the whole of the facts, and we now proceed to state them as they came under our own observation, from the arrival of Mr. O'Connor in Manchester until his leaving the town on the following week.: [27, 1462, 266, 1524]
- paragraph: Great Britain, than by giving to every man equal rights as set forth in the document called the People's Charter. Mr. Lovett seconded the resolution. Several other speakers addressed the meeting, after which the resolution was carried unanimously.: [1055, 77, 1294, 139]
- paragraph: The whole statement is false; there has been no such meeting in this town, and we believe the paragraph to have been written with a view to injure the cause.: [1055, 669, 1294, 706]
- paragraph: We say a meeting of the committee was called, and the subject fairly investigated, and we think we have now given a fair and full statement of facts, and we leave it to the candid and impartial to judge between us and the writer in the British Statesman.: [27, 1621, 266, 1683]
- signer: W. P. Bennett,: [406, 1230, 455, 1241]
- sub-heading: MIRACULOUS CURE FROM THE USE OF PARR'S LIFE PILLS.: [1337, 856, 1540, 882]
- signer: Thomas Railton,: [406, 1219, 464, 1230]
- paragraph: Charles Biggs, merchant, Manchester, Sept. 15 and Oct. 11, at ten, at the Commissioners' Rooms, Manchester. Solicitors, Messrs. Milne, Parry, Milne, and Morris, Temple, London.: [1312, 298, 1552, 348]
- signature: "JOHN HEATON.: [1480, 1347, 1552, 1359]
- poem-line: Oh! Derry wants to buy our votes,: [551, 1096, 680, 1107]
- paragraph: We wish not to injure the feelings of any man, or body of men, excepting a proper discharge of our duty does so, and whatever might be the consequence we shall not flinch from doing that. We would not have observed the name of one single person, had we not been compelled to do so in defence of one whom we know has been maligned.: [27, 620, 266, 695]
- paragraph: We now beg to advert to the last statement of the Northern Star, which is, that Mr. O'Connor had said he was in possession of a document from Mr. O'Connor, and that the document would prove his innocence; we have to say that this statement, like the rest, is not true.: [284, 818, 523, 880]
- continued-text: [27, 968, 265, 2196]
- paragraph: go; and afterwards the people said that witness himself had been shooting at the Queen, and a Policeman took the pistol away from him. In his cross-examination, Mr. Dassett said that the Royal carriages were not going very fast. Some persons in the crowd laughed, and others called out that the pistol was not loaded.: [541, 390, 780, 465]
- continued-text: [1313, 942, 1552, 1139]
- paragraph: Great Britain, than by giving to every man equal rights as set forth in the document called the People's Charter. Mr. Lovett seconded the resolution. Several other speakers addressed the meeting, after which the resolution was carried unanimously.: [1055, 428, 1294, 490]
- paragraph: The next assertion which comes under our notice is the letter of "An Old Chartist" is, that "I have just been told that the Northern Star was kicked about the Chartist room in Manchester." What Chartist room? Who kicked it about? When was it kicked about? and who are the parties that told him that such an event did take place? Perhaps he wrote so he could wish.: [284, 726, 523, 813]
- town-heading: HUDDERSFIELD.: [798, 896, 878, 908]
- paragraph: George Warren, innkeeper, Leicester, Sept. 8 and Oct. 11, at two, at the Castle of Leicester. Solicitors, Messrs. Bellamy and Co., Leicester.: [1312, 118, 1552, 155]
- paragraph: We assert that the character of a private man is the most precious possession which he has upon earth; that it is a pearl of great price, and that there is nothing that should endeavour so much to preserve and protect from injury. How much more then ought a public man's character to be defended and preserved,—especially one who, like Mr. O'Connor, has devoted the best years of his life to the cause of the people?: [27, 473, 266, 561]
